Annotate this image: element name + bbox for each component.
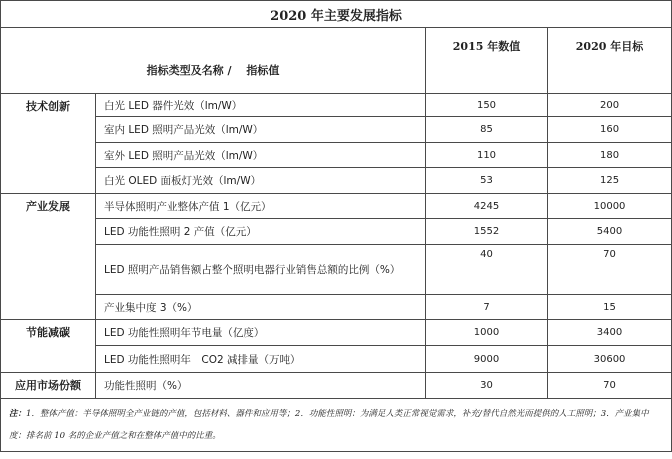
- category-tech: 技术创新: [1, 94, 96, 194]
- value-2015: 30: [426, 373, 548, 399]
- header-2020: 2020 年目标: [548, 28, 672, 94]
- table-row: [1, 219, 672, 245]
- table-row: [1, 373, 672, 399]
- category-energy: 节能减碳: [1, 320, 96, 373]
- value-2020: 5400: [548, 219, 672, 245]
- indicator-name: 白光 LED 器件光效（lm/W）: [96, 94, 426, 117]
- indicator-name: LED 照明产品销售额占整个照明电器行业销售总额的比例（%）: [96, 245, 426, 295]
- value-2020: 3400: [548, 320, 672, 346]
- value-2020: 15: [548, 295, 672, 320]
- value-2015: 110: [426, 143, 548, 168]
- indicator-name: 室外 LED 照明产品光效（lm/W）: [96, 143, 426, 168]
- value-2015: 85: [426, 117, 548, 143]
- indicator-name: 功能性照明（%）: [96, 373, 426, 399]
- value-2015: 1552: [426, 219, 548, 245]
- table-row: [1, 295, 672, 320]
- indicator-name: 室内 LED 照明产品光效（lm/W）: [96, 117, 426, 143]
- table-note: [1, 399, 672, 452]
- value-2015: 53: [426, 168, 548, 194]
- header-2015: 2015 年数值: [426, 28, 548, 94]
- category-industry: 产业发展: [1, 194, 96, 320]
- note-text: 1．整体产值：半导体照明全产业链的产值，包括材料、器件和应用等；2．功能性照明：为满足人类正常视觉需求，补充/替代自然光而提供的人工照明；3．产业集中度：排名前 10 名的企业产值之和在整体产值中的比重。: [9, 409, 649, 441]
- value-2020: 70: [548, 245, 672, 295]
- value-2020: 10000: [548, 194, 672, 219]
- category-market: 应用市场份额: [1, 373, 96, 399]
- table-row: [1, 245, 672, 295]
- indicator-name: 产业集中度 3（%）: [96, 295, 426, 320]
- table-row: [1, 194, 672, 219]
- value-2015: 150: [426, 94, 548, 117]
- header-indicator: 指标类型及名称 / 指标值: [1, 28, 426, 94]
- header-row: [1, 28, 672, 94]
- table-row: [1, 143, 672, 168]
- table-title-row: [1, 1, 672, 28]
- value-2020: 160: [548, 117, 672, 143]
- table-row: [1, 94, 672, 117]
- value-2015: 40: [426, 245, 548, 295]
- value-2015: 4245: [426, 194, 548, 219]
- value-2015: 7: [426, 295, 548, 320]
- table-row: [1, 346, 672, 373]
- value-2020: 70: [548, 373, 672, 399]
- value-2020: 200: [548, 94, 672, 117]
- indicator-name: 半导体照明产业整体产值 1（亿元）: [96, 194, 426, 219]
- value-2020: 125: [548, 168, 672, 194]
- indicator-name: LED 功能性照明 2 产值（亿元）: [96, 219, 426, 245]
- note-label: 注：: [9, 409, 27, 419]
- note-row: [1, 399, 672, 452]
- value-2020: 180: [548, 143, 672, 168]
- table-row: [1, 168, 672, 194]
- indicator-name: 白光 OLED 面板灯光效（lm/W）: [96, 168, 426, 194]
- indicator-name: LED 功能性照明年 CO2 减排量（万吨）: [96, 346, 426, 373]
- table-row: [1, 320, 672, 346]
- value-2015: 1000: [426, 320, 548, 346]
- indicator-name: LED 功能性照明年节电量（亿度）: [96, 320, 426, 346]
- value-2020: 30600: [548, 346, 672, 373]
- value-2015: 9000: [426, 346, 548, 373]
- table-row: [1, 117, 672, 143]
- table-title: 2020 年主要发展指标: [1, 1, 672, 28]
